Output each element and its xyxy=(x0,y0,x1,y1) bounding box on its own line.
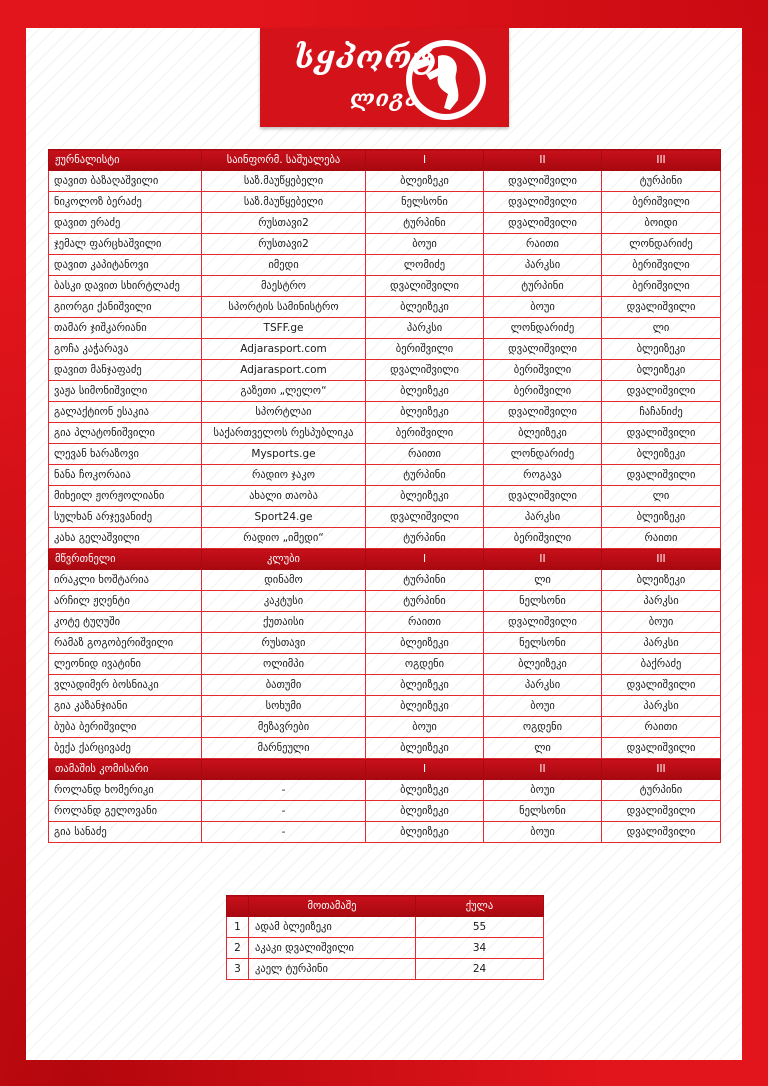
coach-affiliation-cell: სოხუმი xyxy=(202,696,366,717)
table-row xyxy=(49,570,721,591)
table-row xyxy=(49,822,721,843)
journalist-header-cell: III xyxy=(602,150,721,171)
journalist-name-cell: დავით ბაზაღაშვილი xyxy=(49,171,202,192)
rank-cell: 1 xyxy=(227,917,249,938)
pick-2-cell: ნელსონი xyxy=(484,633,602,654)
coach-name-cell: ირაკლი ხოშტარია xyxy=(49,570,202,591)
journalist-name-cell: გიორგი ქანიშვილი xyxy=(49,297,202,318)
pick-2-cell: ბოუი xyxy=(484,780,602,801)
table-row xyxy=(49,801,721,822)
coach-affiliation-cell: ქუთაისი xyxy=(202,612,366,633)
journalist-name-cell: გალაქტიონ ესაკია xyxy=(49,402,202,423)
journalist-affiliation-cell: Sport24.ge xyxy=(202,507,366,528)
journalist-header-cell: საინფორმ. საშუალება xyxy=(202,150,366,171)
pick-3-cell: ბოიდი xyxy=(602,213,721,234)
table-row xyxy=(49,675,721,696)
pick-1-cell: ბოუი xyxy=(366,717,484,738)
commissioner-header-cell: II xyxy=(484,759,602,780)
pick-1-cell: ტურპინი xyxy=(366,213,484,234)
coach-affiliation-cell: დინამო xyxy=(202,570,366,591)
coach-name-cell: ვლადიმერ ბოსნიაკი xyxy=(49,675,202,696)
table-row xyxy=(49,696,721,717)
commissioner-name-cell: გია სანაძე xyxy=(49,822,202,843)
pick-1-cell: ტურპინი xyxy=(366,570,484,591)
pick-2-cell: ტურპინი xyxy=(484,276,602,297)
journalist-affiliation-cell: სპორტლაი xyxy=(202,402,366,423)
journalist-affiliation-cell: საზ.მაუწყებელი xyxy=(202,171,366,192)
pick-3-cell: დვალიშვილი xyxy=(602,465,721,486)
rank-cell: 3 xyxy=(227,959,249,980)
table-row xyxy=(49,528,721,549)
commissioner-name-cell: როლანდ გელოვანი xyxy=(49,801,202,822)
journalist-affiliation-cell: გაზეთი „ლელო“ xyxy=(202,381,366,402)
points-cell: 24 xyxy=(416,959,544,980)
table-row xyxy=(49,402,721,423)
pick-1-cell: ბლეიზეკი xyxy=(366,738,484,759)
pick-2-cell: დვალიშვილი xyxy=(484,339,602,360)
pick-3-cell: დვალიშვილი xyxy=(602,801,721,822)
pick-2-cell: ბერიშვილი xyxy=(484,528,602,549)
pick-3-cell: დვალიშვილი xyxy=(602,675,721,696)
pick-3-cell: ბერიშვილი xyxy=(602,255,721,276)
coach-affiliation-cell: კაკტუსი xyxy=(202,591,366,612)
pick-3-cell: დვალიშვილი xyxy=(602,738,721,759)
pick-3-cell: ტურპინი xyxy=(602,780,721,801)
coach-affiliation-cell: ოლიმპი xyxy=(202,654,366,675)
table-row xyxy=(49,717,721,738)
table-row xyxy=(49,444,721,465)
predictions-table xyxy=(48,149,721,843)
pick-3-cell: პარკსი xyxy=(602,633,721,654)
pick-2-cell: დვალიშვილი xyxy=(484,192,602,213)
pick-1-cell: ბერიშვილი xyxy=(366,423,484,444)
table-row xyxy=(49,339,721,360)
pick-2-cell: ბლეიზეკი xyxy=(484,423,602,444)
coach-name-cell: კოტე ტუღუში xyxy=(49,612,202,633)
table-row xyxy=(49,738,721,759)
pick-1-cell: ბლეიზეკი xyxy=(366,780,484,801)
coach-header-cell: კლუბი xyxy=(202,549,366,570)
journalist-name-cell: თამარ ჯიშკარიანი xyxy=(49,318,202,339)
points-cell: 55 xyxy=(416,917,544,938)
pick-1-cell: ბლეიზეკი xyxy=(366,381,484,402)
pick-1-cell: პარკსი xyxy=(366,318,484,339)
pick-2-cell: ნელსონი xyxy=(484,801,602,822)
scoreboard-header-cell xyxy=(227,896,249,917)
pick-3-cell: ტურპინი xyxy=(602,171,721,192)
coach-header-cell: II xyxy=(484,549,602,570)
journalist-name-cell: ნიკოლოზ ბერაძე xyxy=(49,192,202,213)
commissioner-affiliation-cell: - xyxy=(202,822,366,843)
points-cell: 34 xyxy=(416,938,544,959)
coach-affiliation-cell: მეზავრები xyxy=(202,717,366,738)
commissioner-header-cell: III xyxy=(602,759,721,780)
pick-1-cell: დვალიშვილი xyxy=(366,276,484,297)
journalist-name-cell: დავით კაპიტანოვი xyxy=(49,255,202,276)
pick-3-cell: ლონდარიძე xyxy=(602,234,721,255)
coach-affiliation-cell: მარნეული xyxy=(202,738,366,759)
pick-3-cell: ბერიშვილი xyxy=(602,192,721,213)
table-row xyxy=(49,423,721,444)
logo-title: სყპორტ xyxy=(294,40,439,76)
pick-2-cell: დვალიშვილი xyxy=(484,171,602,192)
pick-1-cell: ნელსონი xyxy=(366,192,484,213)
journalist-name-cell: ბასკი დავით სხირტლაძე xyxy=(49,276,202,297)
scoreboard-table xyxy=(226,895,544,980)
rank-cell: 2 xyxy=(227,938,249,959)
pick-3-cell: ბლეიზეკი xyxy=(602,570,721,591)
journalist-affiliation-cell: რადიო „იმედი“ xyxy=(202,528,366,549)
journalist-affiliation-cell: ახალი თაობა xyxy=(202,486,366,507)
journalist-affiliation-cell: საქართველოს რესპუბლიკა xyxy=(202,423,366,444)
pick-2-cell: როგავა xyxy=(484,465,602,486)
coach-section-header xyxy=(49,549,721,570)
pick-2-cell: დვალიშვილი xyxy=(484,486,602,507)
journalist-affiliation-cell: Adjarasport.com xyxy=(202,360,366,381)
journalist-name-cell: კახა გელაშვილი xyxy=(49,528,202,549)
scoreboard-header-cell: მოთამაშე xyxy=(249,896,416,917)
table-row xyxy=(49,591,721,612)
table-row xyxy=(49,255,721,276)
commissioner-header-cell: თამაშის კომისარი xyxy=(49,759,202,780)
pick-3-cell: პარკსი xyxy=(602,696,721,717)
pick-1-cell: ტურპინი xyxy=(366,528,484,549)
table-row xyxy=(49,213,721,234)
coach-name-cell: რამაზ გოგობერიშვილი xyxy=(49,633,202,654)
journalist-affiliation-cell: Mysports.ge xyxy=(202,444,366,465)
commissioner-affiliation-cell: - xyxy=(202,780,366,801)
pick-2-cell: ლონდარიძე xyxy=(484,318,602,339)
journalist-name-cell: გია პლატონიშვილი xyxy=(49,423,202,444)
pick-2-cell: ლონდარიძე xyxy=(484,444,602,465)
pick-2-cell: ბერიშვილი xyxy=(484,381,602,402)
pick-3-cell: პარკსი xyxy=(602,591,721,612)
pick-3-cell: ბლეიზეკი xyxy=(602,360,721,381)
commissioner-affiliation-cell: - xyxy=(202,801,366,822)
pick-1-cell: დვალიშვილი xyxy=(366,507,484,528)
pick-3-cell: დვალიშვილი xyxy=(602,297,721,318)
journalist-name-cell: მიხეილ ჟორჟოლიანი xyxy=(49,486,202,507)
pick-1-cell: ბლეიზეკი xyxy=(366,297,484,318)
pick-3-cell: რაითი xyxy=(602,528,721,549)
pick-1-cell: ბლეიზეკი xyxy=(366,402,484,423)
journalist-name-cell: დავით მანჯაფაძე xyxy=(49,360,202,381)
table-row xyxy=(49,780,721,801)
coach-name-cell: ლეონიდ ივატინი xyxy=(49,654,202,675)
pick-1-cell: ბლეიზეკი xyxy=(366,822,484,843)
journalist-name-cell: ვაჟა სიმონიშვილი xyxy=(49,381,202,402)
table-row xyxy=(49,360,721,381)
pick-1-cell: ბლეიზეკი xyxy=(366,171,484,192)
pick-1-cell: დვალიშვილი xyxy=(366,360,484,381)
journalist-affiliation-cell: Adjarasport.com xyxy=(202,339,366,360)
pick-1-cell: ბლეიზეკი xyxy=(366,633,484,654)
scoreboard-row xyxy=(227,938,544,959)
pick-1-cell: ლომიძე xyxy=(366,255,484,276)
table-row xyxy=(49,318,721,339)
pick-2-cell: დვალიშვილი xyxy=(484,612,602,633)
pick-3-cell: დვალიშვილი xyxy=(602,423,721,444)
pick-1-cell: ბლეიზეკი xyxy=(366,486,484,507)
pick-1-cell: რაითი xyxy=(366,612,484,633)
journalist-name-cell: ნანა ჩოკორაია xyxy=(49,465,202,486)
pick-2-cell: პარკსი xyxy=(484,675,602,696)
coach-header-cell: I xyxy=(366,549,484,570)
table-row xyxy=(49,276,721,297)
pick-3-cell: ჩაჩანიძე xyxy=(602,402,721,423)
table-row xyxy=(49,297,721,318)
pick-1-cell: ტურპინი xyxy=(366,591,484,612)
pick-1-cell: ტურპინი xyxy=(366,465,484,486)
player-name-cell: ადამ ბლეიზეკი xyxy=(249,917,416,938)
journalist-affiliation-cell: იმედი xyxy=(202,255,366,276)
pick-3-cell: რაითი xyxy=(602,717,721,738)
pick-2-cell: პარკსი xyxy=(484,255,602,276)
pick-1-cell: ოგდენი xyxy=(366,654,484,675)
pick-1-cell: ბლეიზეკი xyxy=(366,675,484,696)
journalist-section-header xyxy=(49,150,721,171)
sport-league-logo xyxy=(260,28,509,127)
pick-2-cell: ბოუი xyxy=(484,297,602,318)
coach-header-cell: III xyxy=(602,549,721,570)
pick-2-cell: დვალიშვილი xyxy=(484,213,602,234)
coach-name-cell: ბექა ქარცივაძე xyxy=(49,738,202,759)
table-row xyxy=(49,633,721,654)
pick-2-cell: ბლეიზეკი xyxy=(484,654,602,675)
pick-3-cell: ბლეიზეკი xyxy=(602,339,721,360)
pick-3-cell: ბაქრაძე xyxy=(602,654,721,675)
pick-1-cell: ბერიშვილი xyxy=(366,339,484,360)
journalist-affiliation-cell: TSFF.ge xyxy=(202,318,366,339)
coach-affiliation-cell: რუსთავი xyxy=(202,633,366,654)
pick-3-cell: დვალიშვილი xyxy=(602,381,721,402)
pick-3-cell: ბლეიზეკი xyxy=(602,507,721,528)
pick-3-cell: ლი xyxy=(602,318,721,339)
pick-3-cell: ბერიშვილი xyxy=(602,276,721,297)
commissioner-name-cell: როლანდ ხომერიკი xyxy=(49,780,202,801)
commissioner-header-cell: I xyxy=(366,759,484,780)
pick-1-cell: ბლეიზეკი xyxy=(366,696,484,717)
journalist-header-cell: II xyxy=(484,150,602,171)
table-row xyxy=(49,171,721,192)
journalist-name-cell: სულხან არჯევანიძე xyxy=(49,507,202,528)
pick-2-cell: ბოუი xyxy=(484,696,602,717)
journalist-affiliation-cell: რუსთავი2 xyxy=(202,234,366,255)
scoreboard-row xyxy=(227,959,544,980)
coach-affiliation-cell: ბათუმი xyxy=(202,675,366,696)
pick-3-cell: დვალიშვილი xyxy=(602,822,721,843)
pick-2-cell: ოგდენი xyxy=(484,717,602,738)
scoreboard-row xyxy=(227,917,544,938)
journalist-affiliation-cell: მაესტრო xyxy=(202,276,366,297)
table-row xyxy=(49,612,721,633)
journalist-header-cell: I xyxy=(366,150,484,171)
coach-name-cell: არჩილ ჟღენტი xyxy=(49,591,202,612)
journalist-name-cell: ლევან ხარაზოვი xyxy=(49,444,202,465)
coach-header-cell: მწვრთნელი xyxy=(49,549,202,570)
pick-2-cell: ბერიშვილი xyxy=(484,360,602,381)
coach-name-cell: ბუბა ბერიშვილი xyxy=(49,717,202,738)
pick-3-cell: ბოუი xyxy=(602,612,721,633)
pick-1-cell: ბოუი xyxy=(366,234,484,255)
table-row xyxy=(49,465,721,486)
coach-name-cell: გია კაზანჯიანი xyxy=(49,696,202,717)
table-row xyxy=(49,192,721,213)
journalist-name-cell: გოჩა კაჭარავა xyxy=(49,339,202,360)
player-name-cell: კაელ ტურპინი xyxy=(249,959,416,980)
table-row xyxy=(49,486,721,507)
pick-2-cell: რაითი xyxy=(484,234,602,255)
player-name-cell: აკაკი დვალიშვილი xyxy=(249,938,416,959)
table-row xyxy=(49,654,721,675)
pick-2-cell: დვალიშვილი xyxy=(484,402,602,423)
pick-2-cell: ლი xyxy=(484,738,602,759)
journalist-affiliation-cell: საზ.მაუწყებელი xyxy=(202,192,366,213)
journalist-affiliation-cell: რუსთავი2 xyxy=(202,213,366,234)
pick-2-cell: ნელსონი xyxy=(484,591,602,612)
pick-2-cell: ბოუი xyxy=(484,822,602,843)
table-row xyxy=(49,234,721,255)
journalist-name-cell: დავით ერაძე xyxy=(49,213,202,234)
journalist-affiliation-cell: რადიო ჯაკო xyxy=(202,465,366,486)
pick-2-cell: ლი xyxy=(484,570,602,591)
table-row xyxy=(49,507,721,528)
pick-3-cell: ბლეიზეკი xyxy=(602,444,721,465)
scoreboard-header xyxy=(227,896,544,917)
journalist-affiliation-cell: სპორტის სამინისტრო xyxy=(202,297,366,318)
commissioner-section-header xyxy=(49,759,721,780)
journalist-name-cell: ჯემალ ფარცხაშვილი xyxy=(49,234,202,255)
pick-3-cell: ლი xyxy=(602,486,721,507)
scoreboard-header-cell: ქულა xyxy=(416,896,544,917)
pick-2-cell: პარკსი xyxy=(484,507,602,528)
pick-1-cell: რაითი xyxy=(366,444,484,465)
commissioner-header-cell xyxy=(202,759,366,780)
pick-1-cell: ბლეიზეკი xyxy=(366,801,484,822)
journalist-header-cell: ჟურნალისტი xyxy=(49,150,202,171)
table-row xyxy=(49,381,721,402)
logo-subtitle: ლიგა xyxy=(350,86,420,112)
